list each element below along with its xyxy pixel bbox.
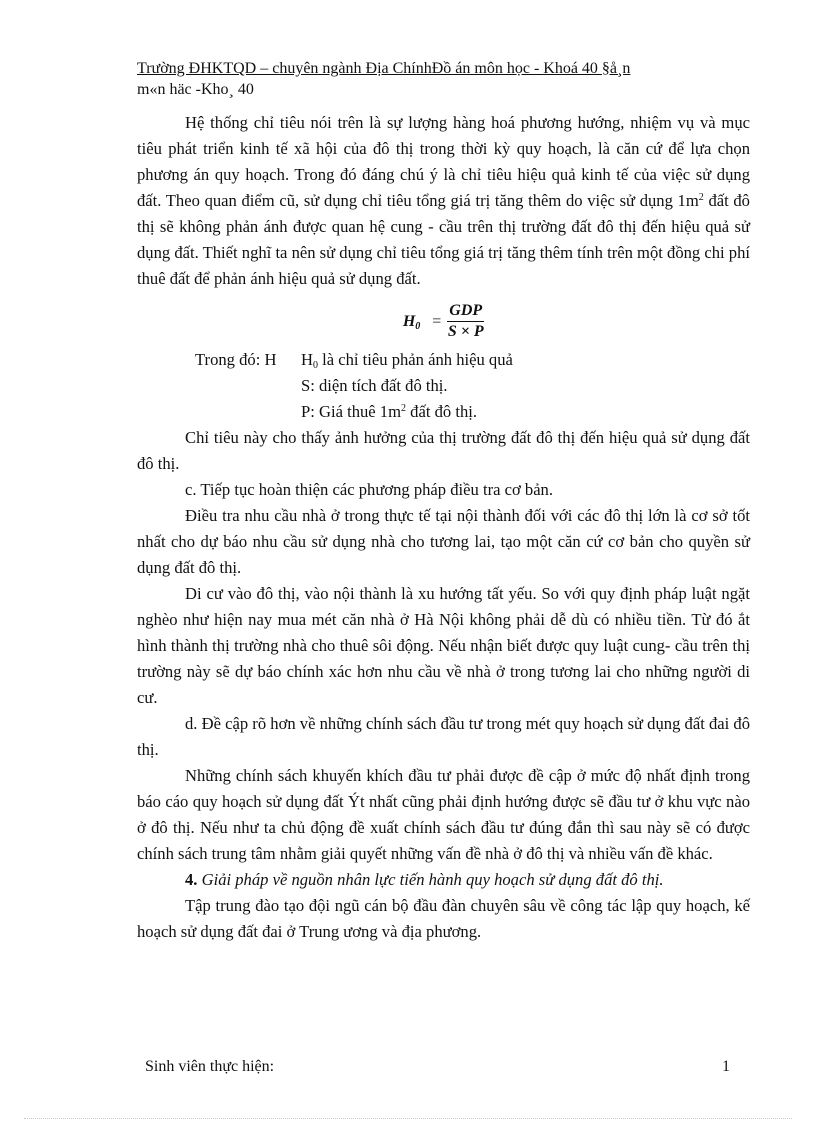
formula-equals: = <box>432 312 442 330</box>
paragraph-1: Hệ thống chỉ tiêu nói trên là sự lượng hàng hoá phương hướng, nhiệm vụ và mục tiêu phát triển kinh tế xã hội của đô thị trong thời kỳ quy hoạch, là căn cứ để lựa chọn phương án quy hoạch. Trong đó đáng chú ý là chỉ tiêu hiệu quả kinh tế của việc sử dụng đất. Theo quan điểm cũ, sử dụng chỉ tiêu tổng giá trị tăng thêm do việc sử dụng $1m^2$ đất đô thị sẽ không phản ánh được quan hệ cung - cầu trên thị trường đất đô thị đến hiệu quả sử dụng đất. Thiết nghĩ ta nên sử dụng chỉ tiêu tổng giá trị tăng thêm tính trên một đồng chi phí thuê đất để phản ánh hiệu quả sử dụng đất. <box>137 113 750 288</box>
paragraph-9: Tập trung đào tạo đội ngũ cán bộ đầu đàn chuyên sâu về công tác lập quy hoạch, kế hoạch sử dụng đất đai ở Trung ương và địa phương. <box>137 896 750 941</box>
formula-numerator: GDP <box>447 302 484 322</box>
header-line-1: Trường ĐHKTQD – chuyên ngành Địa ChínhĐồ án môn học - Khoá 40 §å¸n <box>137 60 631 77</box>
formula-lhs: $H_0$ <box>402 312 421 332</box>
paragraph-6: d. Đề cập rõ hơn về những chính sách đầu tư trong mét quy hoạch sử dụng đất đai đô thị. <box>137 714 750 759</box>
definition-p: P: Giá thuê $1m^2$ đất đô thị. <box>301 402 478 421</box>
definition-h0: Trong đó: H $H_0$ là chỉ tiêu phản ánh hiệu quả <box>195 350 513 371</box>
formula <box>137 302 750 341</box>
paragraph-2: Chỉ tiêu này cho thấy ảnh hưởng của thị trường đất đô thị đến hiệu quả sử dụng đất đô thị. <box>137 428 750 473</box>
paragraph-8: 4. Giải pháp về nguồn nhân lực tiến hành quy hoạch sử dụng đất đô thị. <box>185 870 664 889</box>
definition-list <box>137 347 750 425</box>
document-body <box>137 110 750 945</box>
paragraph-5: Di cư vào đô thị, vào nội thành là xu hướng tất yếu. So với quy định pháp luật ngặt nghèo như hiện nay mua mét căn nhà ở Hà Nội không phải dễ dù có nhiều tiền. Từ đó ắt hình thành thị trường nhà cho thuê sôi động. Nếu nhận biết được quy luật cung- cầu trên thị trường này sẽ dự báo chính xác hơn nhu cầu về nhà ở trong tương lai cho những người di cư. <box>137 584 750 707</box>
page-bottom-divider <box>24 1118 792 1119</box>
paragraph-7: Những chính sách khuyến khích đầu tư phải được đề cập ở mức độ nhất định trong báo cáo quy hoạch sử dụng đất Ýt nhất cũng phải định hướng được sẽ đầu tư ở khu vực nào ở đô thị. Nếu như ta chủ động đề xuất chính sách đầu tư đúng đắn thì sau này sẽ có được chính sách trung tâm nhằm giải quyết những vấn đề nhà ở đô thị và nhiều vấn đề khác. <box>137 766 750 863</box>
definition-s: S: diện tích đất đô thị. <box>301 376 448 395</box>
page-number: 1 <box>722 1058 730 1075</box>
page-header <box>137 58 757 100</box>
paragraph-3: c. Tiếp tục hoàn thiện các phương pháp điều tra cơ bản. <box>185 480 554 499</box>
header-line-2: m«n häc -Kho¸ 40 <box>137 81 254 98</box>
paragraph-4: Điều tra nhu cầu nhà ở trong thực tế tại nội thành đối với các đô thị lớn là cơ sở tốt nhất cho dự báo nhu cầu sử dụng nhà cho tương lai, tạo một căn cứ cơ bản cho quyền sử dụng đất đô thị. <box>137 506 750 577</box>
footer-author-label: Sinh viên thực hiện: <box>145 1058 275 1075</box>
formula-denominator: S × P <box>447 323 484 340</box>
page-footer <box>145 1058 730 1076</box>
formula-fraction <box>447 302 484 341</box>
